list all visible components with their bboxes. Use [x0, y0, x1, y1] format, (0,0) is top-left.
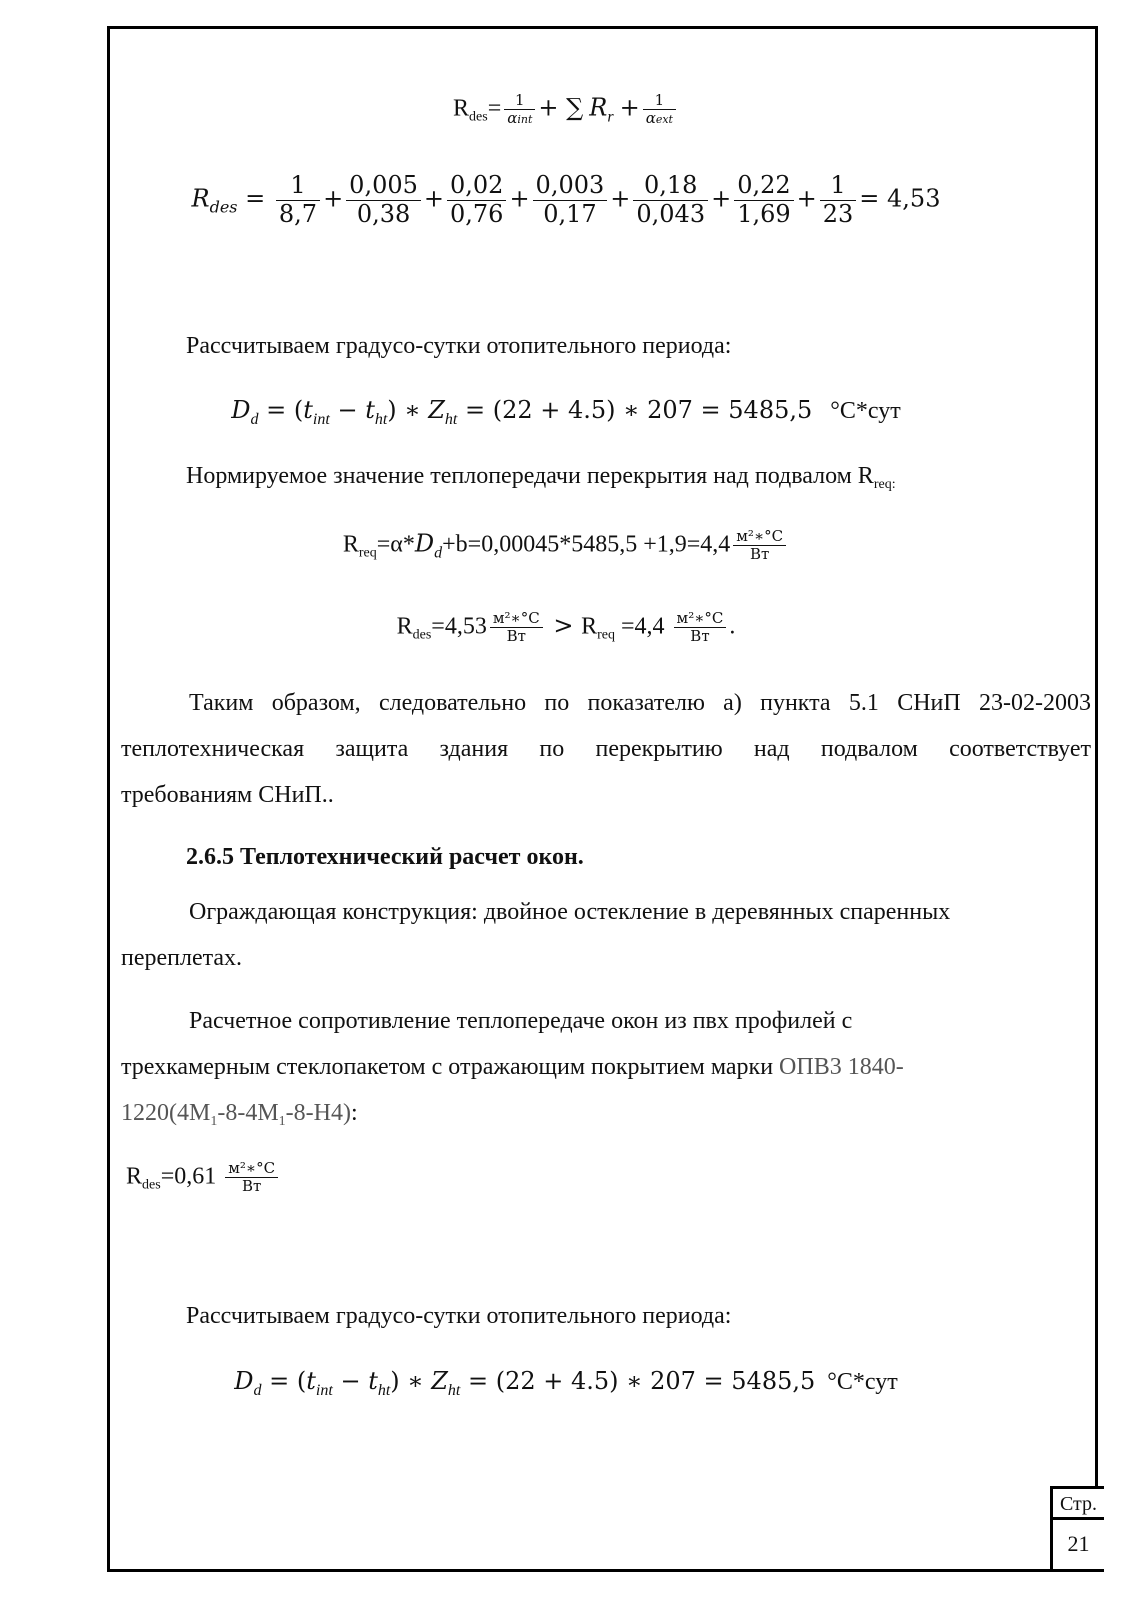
paragraph-conclusion	[121, 680, 1091, 818]
paragraph-construction	[121, 889, 1091, 981]
formula-degree-days-2: $D_d = (t_{int} - t_{ht})$ ∗ $Z_{ht} = (22 + 4.5)$ ∗ 207 = 5485,5 °С*сут	[234, 1367, 898, 1399]
paragraph-norm-value: Нормируемое значение теплопередачи перекрытия над подвалом $R_{req:}$	[186, 463, 896, 492]
construction-line-2: переплетах.	[121, 945, 243, 971]
conclusion-line-1: Таким образом, следовательно по показателю а) пункта 5.1 СНиП 23-02-2003	[189, 690, 1091, 716]
page-stamp-label: Стр.	[1050, 1486, 1104, 1520]
resistance-line-3: $1220(4М_1-8-4М_1-8-Н4)$:	[121, 1100, 358, 1129]
construction-line-1: Ограждающая конструкция: двойное остекление в деревянных спаренных	[189, 899, 951, 925]
formula-degree-days-1: $D_d = (t_{int} - t_{ht})$ ∗ $Z_{ht} = (22 + 4.5)$ ∗ 207 = 5485,5 °С*сут	[231, 396, 901, 428]
resistance-line-1: Расчетное сопротивление теплопередаче окон из пвх профилей с	[189, 1008, 853, 1034]
resistance-line-2: трехкамерным стеклопакетом с отражающим покрытием марки ОПВ3 1840-	[121, 1054, 904, 1080]
formula-compare: $R_{des}=4,53$ $\frac{\text{м²∗°С}}{Вт}$ > $R_{req} =4,4$ $\frac{\text{м²∗°С}}{Вт}$ .	[396, 609, 736, 646]
paragraph-resistance	[121, 998, 1091, 1145]
conclusion-line-3: требованиям СНиП..	[121, 782, 334, 808]
formula-rdes-window: $R_{des}=0,61$ $\frac{\text{м²∗°С}}{Вт}$	[126, 1160, 281, 1196]
paragraph-degree-days-1: Рассчитываем градусо-сутки отопительного периода:	[186, 333, 732, 359]
paragraph-degree-days-2: Рассчитываем градусо-сутки отопительного периода:	[186, 1303, 732, 1329]
page-number: 21	[1050, 1520, 1104, 1572]
conclusion-line-2: теплотехническая защита здания по перекрытию над подвалом соответствует	[121, 736, 1091, 762]
formula-rdes-values: $R_{des}$ = $\frac{1}{8,7}$ + $\frac{0,005}{0,38}$ + $\frac{0,02}{0,76}$ + $\frac{0,003}{0,17}$ + $\frac{0,18}{0,043}$ + $\frac{0,22}{1,69}$ + $\frac{1}{23}$ = 4,53	[191, 171, 941, 228]
formula-rreq: $R_{req}=\alpha*D_d+b=0,00045*5485,5 +1,9=4,4$ $\frac{\text{м²∗°С}}{Вт}$	[0, 528, 1132, 564]
formula-rdes-general: $R_{des}=$ $\frac{1}{\text{αint}}$ + ∑ $R_r$ + $\frac{1}{\text{αext}}$	[0, 92, 1132, 128]
section-heading: 2.6.5 Теплотехнический расчет окон.	[186, 844, 584, 870]
